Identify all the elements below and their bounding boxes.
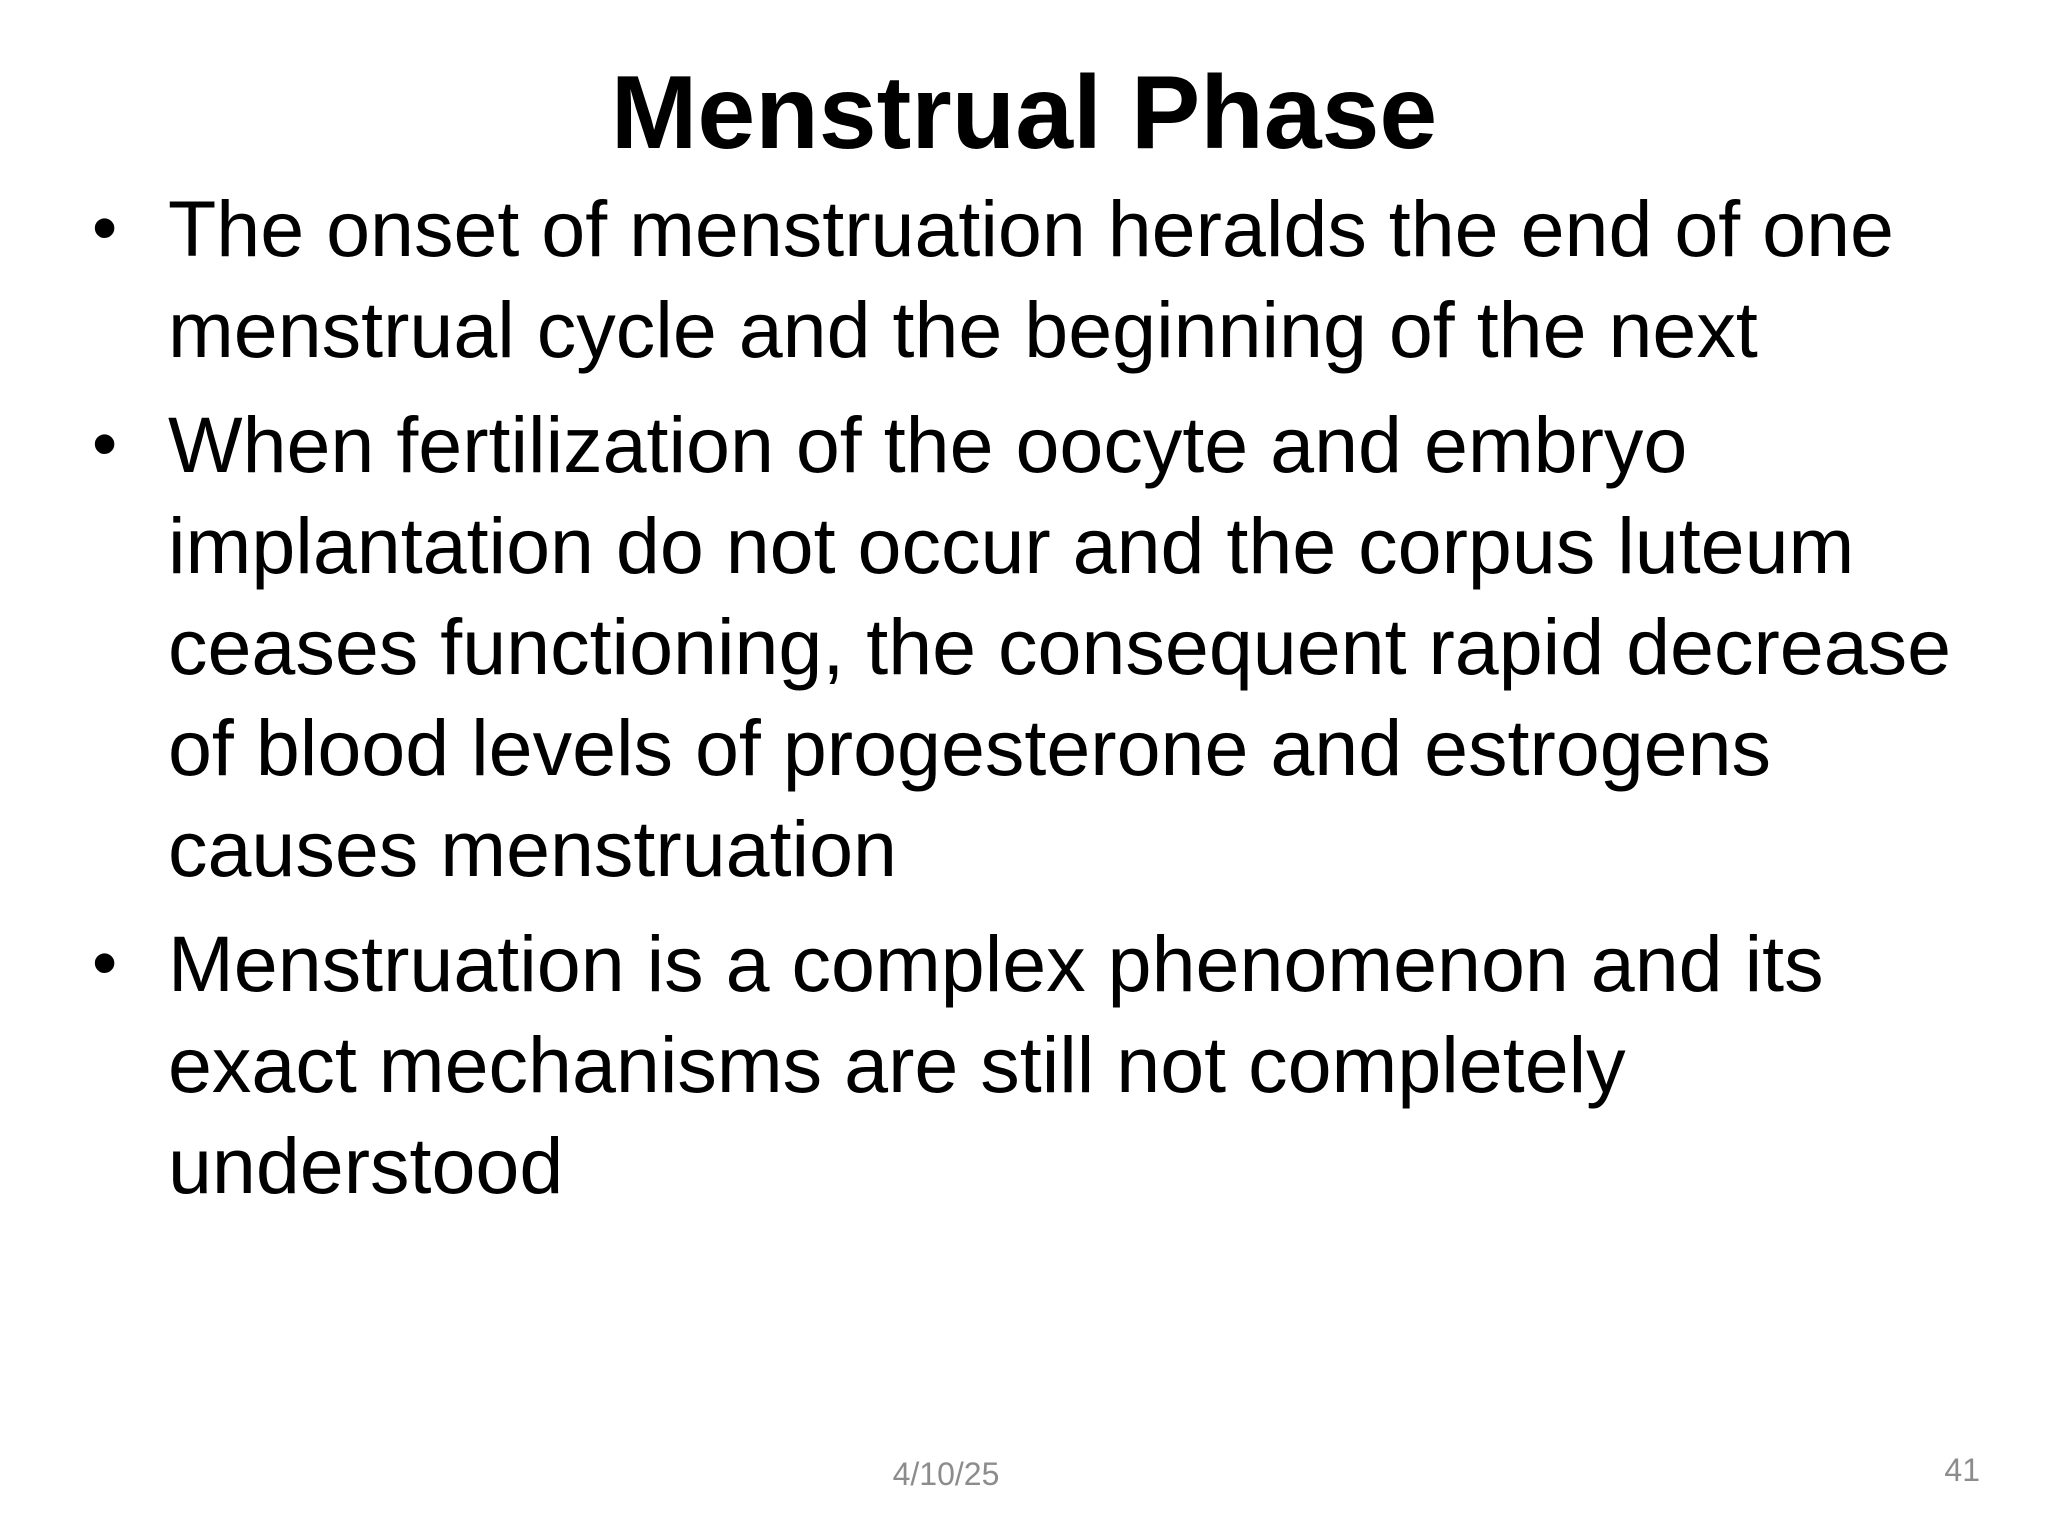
bullet-item [84,913,2034,1216]
slide-title: Menstrual Phase [610,55,1438,171]
bullet-text: Menstruation is a complex phenomenon and its exact mechanisms are still not completely understood [168,919,1824,1210]
slide-number: 41 [1944,1452,1980,1488]
bullet-text: The onset of menstruation heralds the end of one menstrual cycle and the beginning of the next [168,184,1894,374]
bullet-item [84,178,2034,380]
bullet-text: When fertilization of the oocyte and embryo implantation do not occur and the corpus luteum ceases functioning, the consequent rapid decrease of blood levels of progesterone and estrogens causes menstruation [168,400,1952,893]
bullet-list [84,178,2034,1230]
bullet-item [84,394,2034,899]
bullet-marker: • [92,923,118,1003]
footer-date: 4/10/25 [892,1456,1000,1492]
bullet-marker: • [92,404,118,484]
bullet-marker: • [92,188,118,268]
